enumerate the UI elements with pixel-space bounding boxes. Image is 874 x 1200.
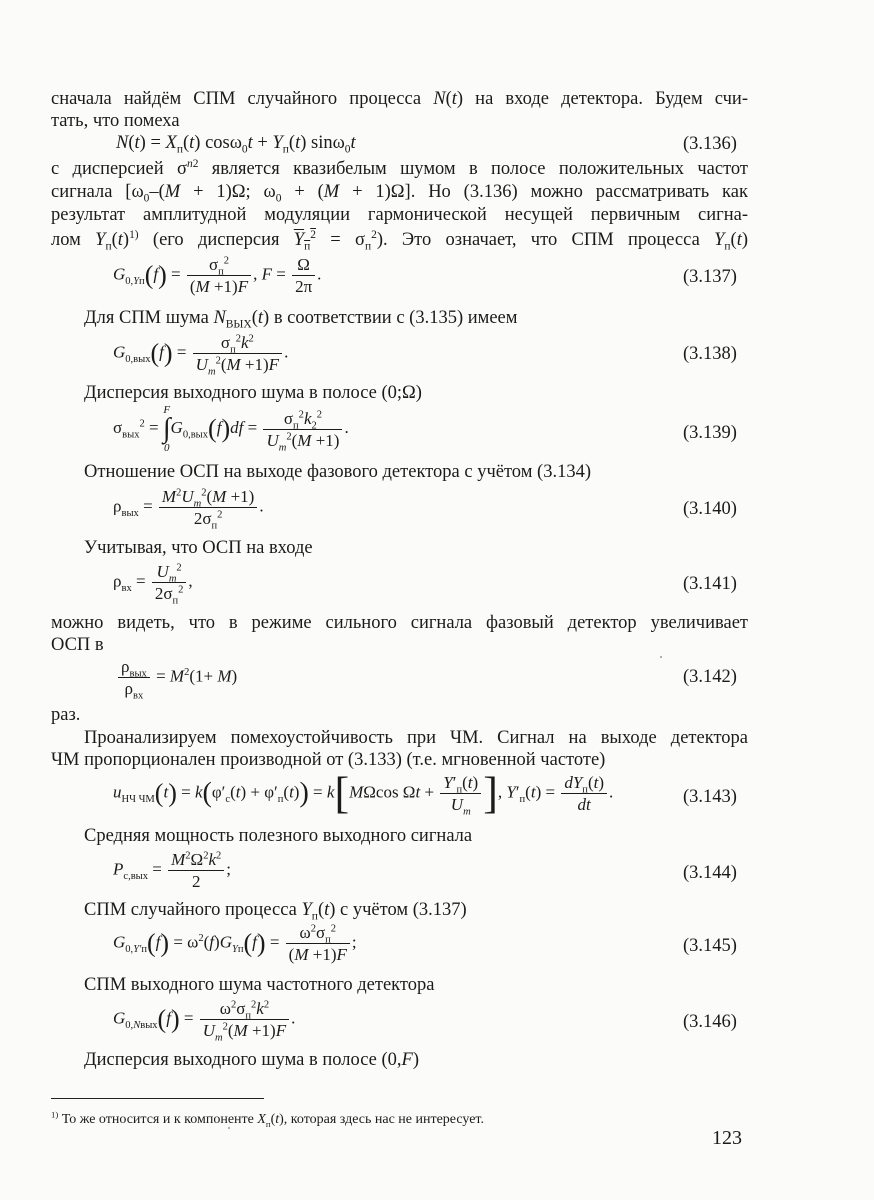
text-line: можно видеть, что в режиме сильного сигнала фазовый детектор увеличивает <box>51 613 748 633</box>
text-line: раз. <box>51 705 81 725</box>
equation-number: (3.144) <box>683 863 737 883</box>
text-line: Отношение ОСП на выходе фазового детектора с учётом (3.134) <box>84 462 591 482</box>
text-line: Учитывая, что ОСП на входе <box>84 538 313 558</box>
text-line: лом $Y_п(t)^{1)}$ (его дисперсия $Y_п^2 = \sigma_п^2$). Это означает, что СПМ процесса $Y_п(t)$ <box>51 228 748 253</box>
equation-3-140: $\rho_{вых}$ = $\frac{M^2U_m^2(M +1)}{2\sigma_п^2}$ . <box>113 487 264 532</box>
equation-number: (3.139) <box>683 423 737 443</box>
equation-number: (3.145) <box>683 936 737 956</box>
text-line: Дисперсия выходного шума в полосе (0,F) <box>84 1050 420 1070</box>
text-line: Дисперсия выходного шума в полосе (0;Ω) <box>84 383 422 403</box>
equation-number: (3.142) <box>683 667 737 687</box>
text-line: Для СПМ шума $N_{ВЫХ}(t)$ в соответствии с (3.135) имеем <box>84 308 518 331</box>
text-line: ЧМ пропорционален производной от (3.133) (т.е. мгновенной частоте) <box>51 750 606 770</box>
text-line: результат амплитудной модуляции гармонической несущей первичным сигна- <box>51 205 748 225</box>
footnote-rule <box>51 1098 264 1099</box>
text-line: Проанализируем помехоустойчивость при ЧМ. Сигнал на выходе детектора <box>84 728 748 748</box>
equation-number: (3.136) <box>683 134 737 154</box>
equation-number: (3.138) <box>683 344 737 364</box>
scan-speck <box>660 656 662 658</box>
equation-3-143: $u_{НЧ ЧМ}(t) = k(\varphi'_c(t) + \varphi'_п(t)) = k[M\Omega\cos$ Ωt + $\frac{Y'_п(t)}{U_m}$ ], $Y'_п(t)$ = $\frac{dY_п(t)}{dt}$ . <box>113 768 614 818</box>
equation-number: (3.141) <box>683 574 737 594</box>
equation-3-136: $N(t) = X_п(t) \cos\omega_0t + Y_п(t)$ sinω$_0$t <box>116 133 356 156</box>
text-line: с дисперсией $\sigma^{n2}$ является квазибелым шумом в полосе положительных частот <box>51 157 748 179</box>
equation-3-138: $G_{0,вых}(f)$ = $\frac{\sigma_п^2k^2}{U_m^2(M +1)F}$ . <box>113 333 289 378</box>
text-line: сигнала [$\omega_0-(M + 1)\Omega$; $\omega_0 + (M + 1)\Omega$]. Но (3.136) можно рассматривать как <box>51 182 748 205</box>
text-line: тать, что помеха <box>51 111 180 131</box>
equation-3-141: $\rho_{вх}$ = $\frac{U_m^2}{2\sigma_п^2}$ , <box>113 562 193 607</box>
text-line: СПМ выходного шума частотного детектора <box>84 975 435 995</box>
equation-3-145: $G_{0,Y'п}(f) = \omega^2(f)G_{Yп}(f)$ = $\frac{\omega^2\sigma_п^2}{(M +1)F}$ ; <box>113 923 357 964</box>
equation-3-144: $P_{c,вых}$ = $\frac{M^2\Omega^2k^2}{2}$ ; <box>113 850 231 891</box>
equation-3-142: $\frac{\rho_{вых}}{\rho_{вх}}$ = $M^2(1+ M)$ <box>116 656 237 699</box>
equation-number: (3.146) <box>683 1012 737 1032</box>
page-number: 123 <box>712 1127 742 1149</box>
text-line: СПМ случайного процесса $Y_п(t)$ с учётом (3.137) <box>84 900 467 923</box>
equation-number: (3.137) <box>683 267 737 287</box>
equation-3-139: $\sigma_{вых}^2$ = F ∫ 0 $G_{0,вых}(f)df$ = $\frac{\sigma_п^2k_2^2}{U_m^2(M +1)}$ . <box>113 404 349 454</box>
scan-speck <box>228 1127 230 1129</box>
text-line: сначала найдём СПМ случайного процесса N(t) на входе детектора. Будем счи- <box>51 89 748 109</box>
text-line: ОСП в <box>51 635 104 655</box>
footnote: $^{1)}$ То же относится и к компоненте $X_п(t)$, которая здесь нас не интересует. <box>51 1109 484 1129</box>
equation-number: (3.143) <box>683 787 737 807</box>
equation-3-146: $G_{0,Nвых}(f)$ = $\frac{\omega^2\sigma_п^2k^2}{U_m^2(M +1)F}$ . <box>113 999 296 1044</box>
text-line: Средняя мощность полезного выходного сигнала <box>84 826 473 846</box>
equation-number: (3.140) <box>683 499 737 519</box>
equation-3-137: $G_{0,Yп}(f)$ = $\frac{\sigma_п^2}{(M +1)F}$ , F = $\frac{\Omega}{2\pi}$ . <box>113 255 322 296</box>
